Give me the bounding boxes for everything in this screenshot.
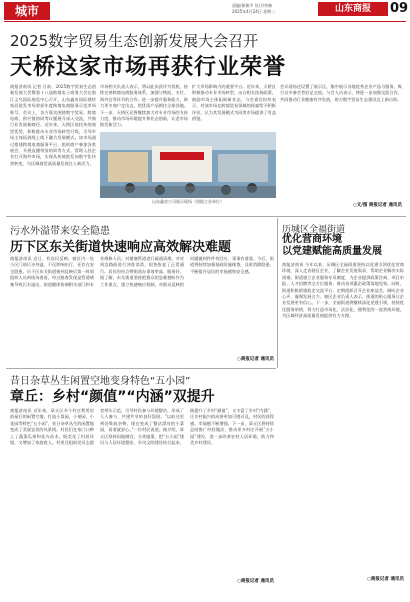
article-a-col1: 商报济南讯 记者 日前，2025数字贸易生态创新发展大会暨第十八届跨境电子商务大会在浙江义乌国际展览中心召开，山东鑫泉国际建材家居批发市场荣获年度跨境电商服务示范市场称号。会议上，各方嘉宾围绕数字贸易、跨境电商、供应链协同等议题展开深入交流，共商行业发展新路径。近年来，天桥区依托传统商贸优势，积极推动专业市场转型升级，引导市场主体拓展线上线下融合发展模式。该市场通过搭建跨境电商服务平台、组织商户参加各类展会、开展直播带货培训等方式，帮助入驻企业打开海外市场，实现从传统批发向数字化经营转变，为区域商贸高质量发展注入新活力。 [10, 84, 96, 166]
article-d-title: 章丘：乡村“颜值”“内涵”双提升 [10, 389, 215, 405]
article-b-subtitle: 污水外溢带来安全隐患 [10, 226, 110, 237]
article-c-body: 商报济南讯 今年以来，历城区全福街道坚持以党建引领优化营商环境，深入走访辖区企业，了解企业发展需求，帮助企业解决实际困难。街道建立企业服务专员制度，为企业提供政策咨询、项目申报、人才招聘等全方位服务，推动各项惠企政策落地见效。同时，街道积极搭建政企交流平台，定期组织召开企业座谈会，倾听企业心声，凝聚发展合力。辖区企业负责人表示，街道的贴心服务让企业发展更有信心。下一步，全福街道将继续深化党建引领，持续优化服务举措，努力打造市场化、法治化、便利化的一流营商环境，为区域经济高质量发展提供有力支撑。 [282, 262, 404, 319]
article-a-col2: 市场相关负责人表示，将以此次获评为契机，持续完善跨境电商服务体系，加强与物流、支付、海外仓等环节的合作，进一步提升服务能力，助力更多商户走出去，把优质产品销往全球各地。下一步，天桥区还将继续加大对专业市场的支持力度，推动市场环境提升和业态创新，让老市场焕发新活力。 [100, 84, 188, 128]
article-d-subtitle: 昔日杂草丛生闲置空地变身特色“五小园” [10, 376, 191, 387]
paper-name: 山东商报 [318, 2, 388, 16]
column-divider-1 [277, 218, 278, 368]
editor-line: 责编/崔敏平 设计/李赫 [232, 3, 272, 8]
article-c-title: 优化营商环境 以党建赋能高质量发展 [282, 234, 382, 257]
article-a-col3: 扩大市场影响力的重要平台。近年来，天桥区积极推动专业市场转型，出台相关扶持政策，鼓励市场主体拓展新业态。与会嘉宾纷纷表示，对该市场在跨境贸易领域的探索给予积极评价，认为其发展模式为同类市场提供了有益借鉴。 [192, 84, 276, 122]
article-d-credit: ○商报记者 通讯员 [237, 579, 274, 584]
article-a-col4: 会议现场还设置了展示区，集中展示各地优秀企业产品与服务，吸引众多参会者驻足交流。与会人员表示，将进一步加强交流合作，共同推动行业健康有序发展，助力数字贸易生态建设迈上新台阶。 [280, 84, 402, 102]
date-line: 2025年4月24日 星期二 [232, 9, 276, 14]
article-b-credit: ○商报记者 通讯员 [237, 357, 274, 362]
masthead-rule [4, 21, 406, 22]
section-badge: 城市 [4, 2, 50, 20]
section-divider-2 [6, 368, 276, 369]
article-b-body: 商报济南讯 近日，有居民反映，辖区内一处小区门前污水外溢，不仅影响出行，还存在安全隐患。历下区东关街道接到反映后第一时间组织人员到现场查看，经过排查发现是管道堵塞导致污水溢出。街道随即协调相关部门和专业维修人员，对堵塞管道进行疏通清理，并对周边路面进行冲洗消杀，很快恢复了正常通行。居民纷纷点赞街道办事效率高、服务好。据了解，东关街道坚持把群众的急难愁盼作为工作重点，建立快速响应机制，对群众反映的问题做到件件有回应、事事有着落。今后，街道将持续加强基础设施排查，及时消除隐患，不断提升居民的幸福感和安全感。 [10, 256, 274, 287]
article-a-photo-caption: 山东鑫泉公司展示现场（图据主办单位） [152, 199, 224, 204]
article-a-title: 天桥这家市场再获行业荣誉 [10, 55, 287, 80]
article-c-subtitle: 历城区全福街道 [282, 225, 346, 235]
article-c-credit: ○商报记者 通讯员 [367, 577, 404, 582]
article-b-title: 历下区东关街道快速响应高效解决难题 [10, 240, 232, 255]
masthead-meta [232, 3, 275, 15]
page-number: 09 [390, 1, 409, 16]
article-d-body: 商报济南讯 近年来，章丘区多个村庄利用房前屋后的闲置空地，打造小菜园、小果园、小花园等特色“五小园”，昔日杂草丛生的闲置地变成了美丽宜居的风景线。村民们在家门口种上了蔬菜瓜果和花卉苗木，既美化了村居环境，又增加了家庭收入。村里还组织党员志愿者带头示范，引导村民参与环境整治，形成了人人参与、共建共享的良好氛围。“以前这里到处堆放杂物，现在变成了整洁漂亮的小菜园，看着就舒心。”一位村民说道。据介绍，章丘区坚持因地制宜、分类施策，把“五小园”建设与人居环境整治、乡风文明建设结合起来，既提升了乡村“颜值”，又丰富了乡村“内涵”，让乡村振兴的成果更加可感可及，村民的获得感、幸福感不断增强。下一步，章丘区将持续总结推广经验做法，推动更多村庄开展“五小园”建设，进一步改善农村人居环境，助力和美乡村建设。 [10, 408, 274, 446]
article-a-photo [100, 132, 276, 198]
article-a-subtitle: 2025数字贸易生态创新发展大会召开 [10, 32, 259, 50]
article-a-credit: ○文/图 商报记者 通讯员 [352, 203, 402, 208]
section-divider-1 [6, 216, 406, 217]
masthead [0, 0, 410, 22]
exhibition-photo-image [100, 132, 276, 198]
